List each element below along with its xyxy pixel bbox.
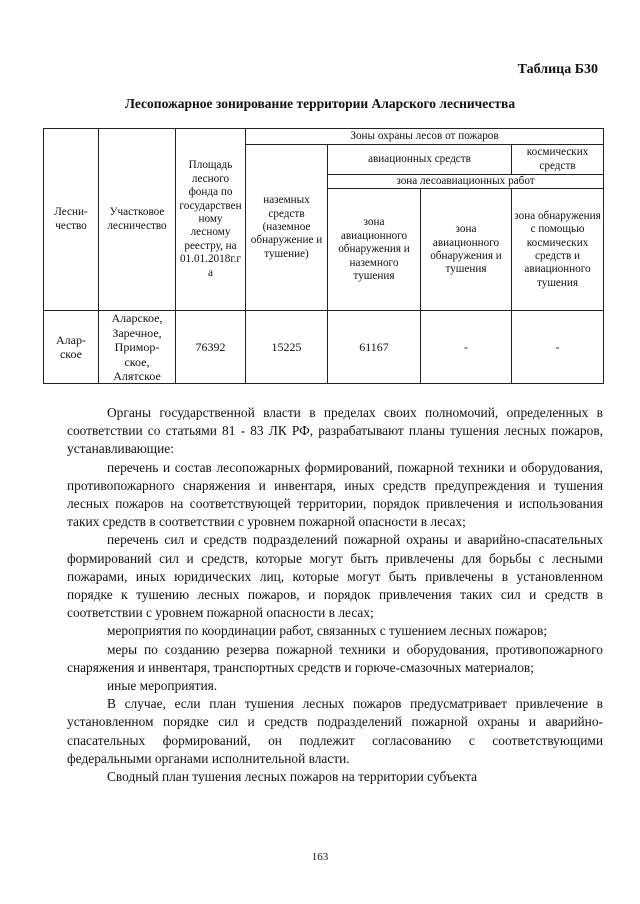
paragraph: Сводный план тушения лесных пожаров на территории субъекта — [107, 769, 478, 785]
cell-space: - — [512, 311, 604, 384]
cell-forestry-text: Алар- ское — [56, 333, 86, 362]
header-forest-aviation-zone: зона лесоавиационных работ — [328, 175, 604, 189]
body-text — [67, 404, 603, 786]
cell-forestry — [44, 311, 99, 384]
paragraph: Органы государственной власти в пределах своих полномочий, определенных в соответствии со статьями 81 - 83 ЛК РФ, разрабатывают планы тушения лесных пожаров, устанавливающие: — [67, 405, 603, 457]
header-area: Площадь лесного фонда по государственному лесному реестру, на 01.01.2018г.га — [176, 129, 246, 311]
table-title: Лесопожарное зонирование территории Аларского лесничества — [124, 96, 516, 111]
header-aviation: авиационных средств — [328, 145, 512, 175]
cell-area: 76392 — [176, 311, 246, 384]
table-row — [44, 311, 604, 384]
page-number: 163 — [311, 851, 329, 863]
header-zones: Зоны охраны лесов от пожаров — [246, 129, 604, 145]
cell-air-ground: 61167 — [328, 311, 421, 384]
header-zone-air: зона авиационного обнаружения и тушения — [421, 189, 512, 311]
paragraph: В случае, если план тушения лесных пожаров предусматривает привлечение в установленном порядке сил и средств подразделений пожарной охраны и аварийно-спасательных формирований, он подлежит согласованию с соответствующими федеральными органами исполнительной власти. — [67, 696, 603, 766]
header-district: Участковое лесничество — [99, 129, 176, 311]
zoning-table — [43, 128, 604, 384]
paragraph: меры по созданию резерва пожарной техники и оборудования, противопожарного снаряжения и инвентаря, транспортных средств и горюче-смазочных материалов; — [67, 641, 603, 675]
paragraph: иные мероприятия. — [107, 678, 218, 694]
cell-air: - — [421, 311, 512, 384]
header-zone-air-ground: зона авиационного обнаружения и наземного тушения — [328, 189, 421, 311]
paragraph: перечень сил и средств подразделений пожарной охраны и аварийно-спасательных формирований сил и средств, которые могут быть привлечены для борьбы с лесными пожарами, иных юридических лиц, которые могут быть привлечены в установленном порядке к тушению лесных пожаров, и порядок привлечения таких сил и средств в соответствии с уровнем пожарной опасности в лесах; — [67, 532, 603, 621]
header-zone-space: зона обнаружения с помощью космических средств и авиационного тушения — [512, 189, 604, 311]
cell-district-text: Аларское, Заречное, Примор- ское, Алятское — [111, 311, 163, 384]
paragraph: мероприятия по координации работ, связанных с тушением лесных пожаров; — [107, 623, 548, 639]
paragraph: перечень и состав лесопожарных формирований, пожарной техники и оборудования, противопожарного снаряжения и инвентаря, иных средств предупреждения и тушения лесных пожаров на соответствующей территории, порядок привлечения и использования таких средств в соответствии с уровнем пожарной опасности в лесах; — [67, 459, 603, 530]
header-space: космических средств — [512, 145, 604, 175]
header-forestry-text: Лесни- чество — [54, 206, 88, 232]
cell-ground: 15225 — [246, 311, 328, 384]
header-ground: наземных средств (наземное обнаружение и тушение) — [246, 145, 328, 311]
cell-district — [99, 311, 176, 384]
table-label: Таблица Б30 — [517, 62, 598, 77]
header-forestry — [44, 129, 99, 311]
